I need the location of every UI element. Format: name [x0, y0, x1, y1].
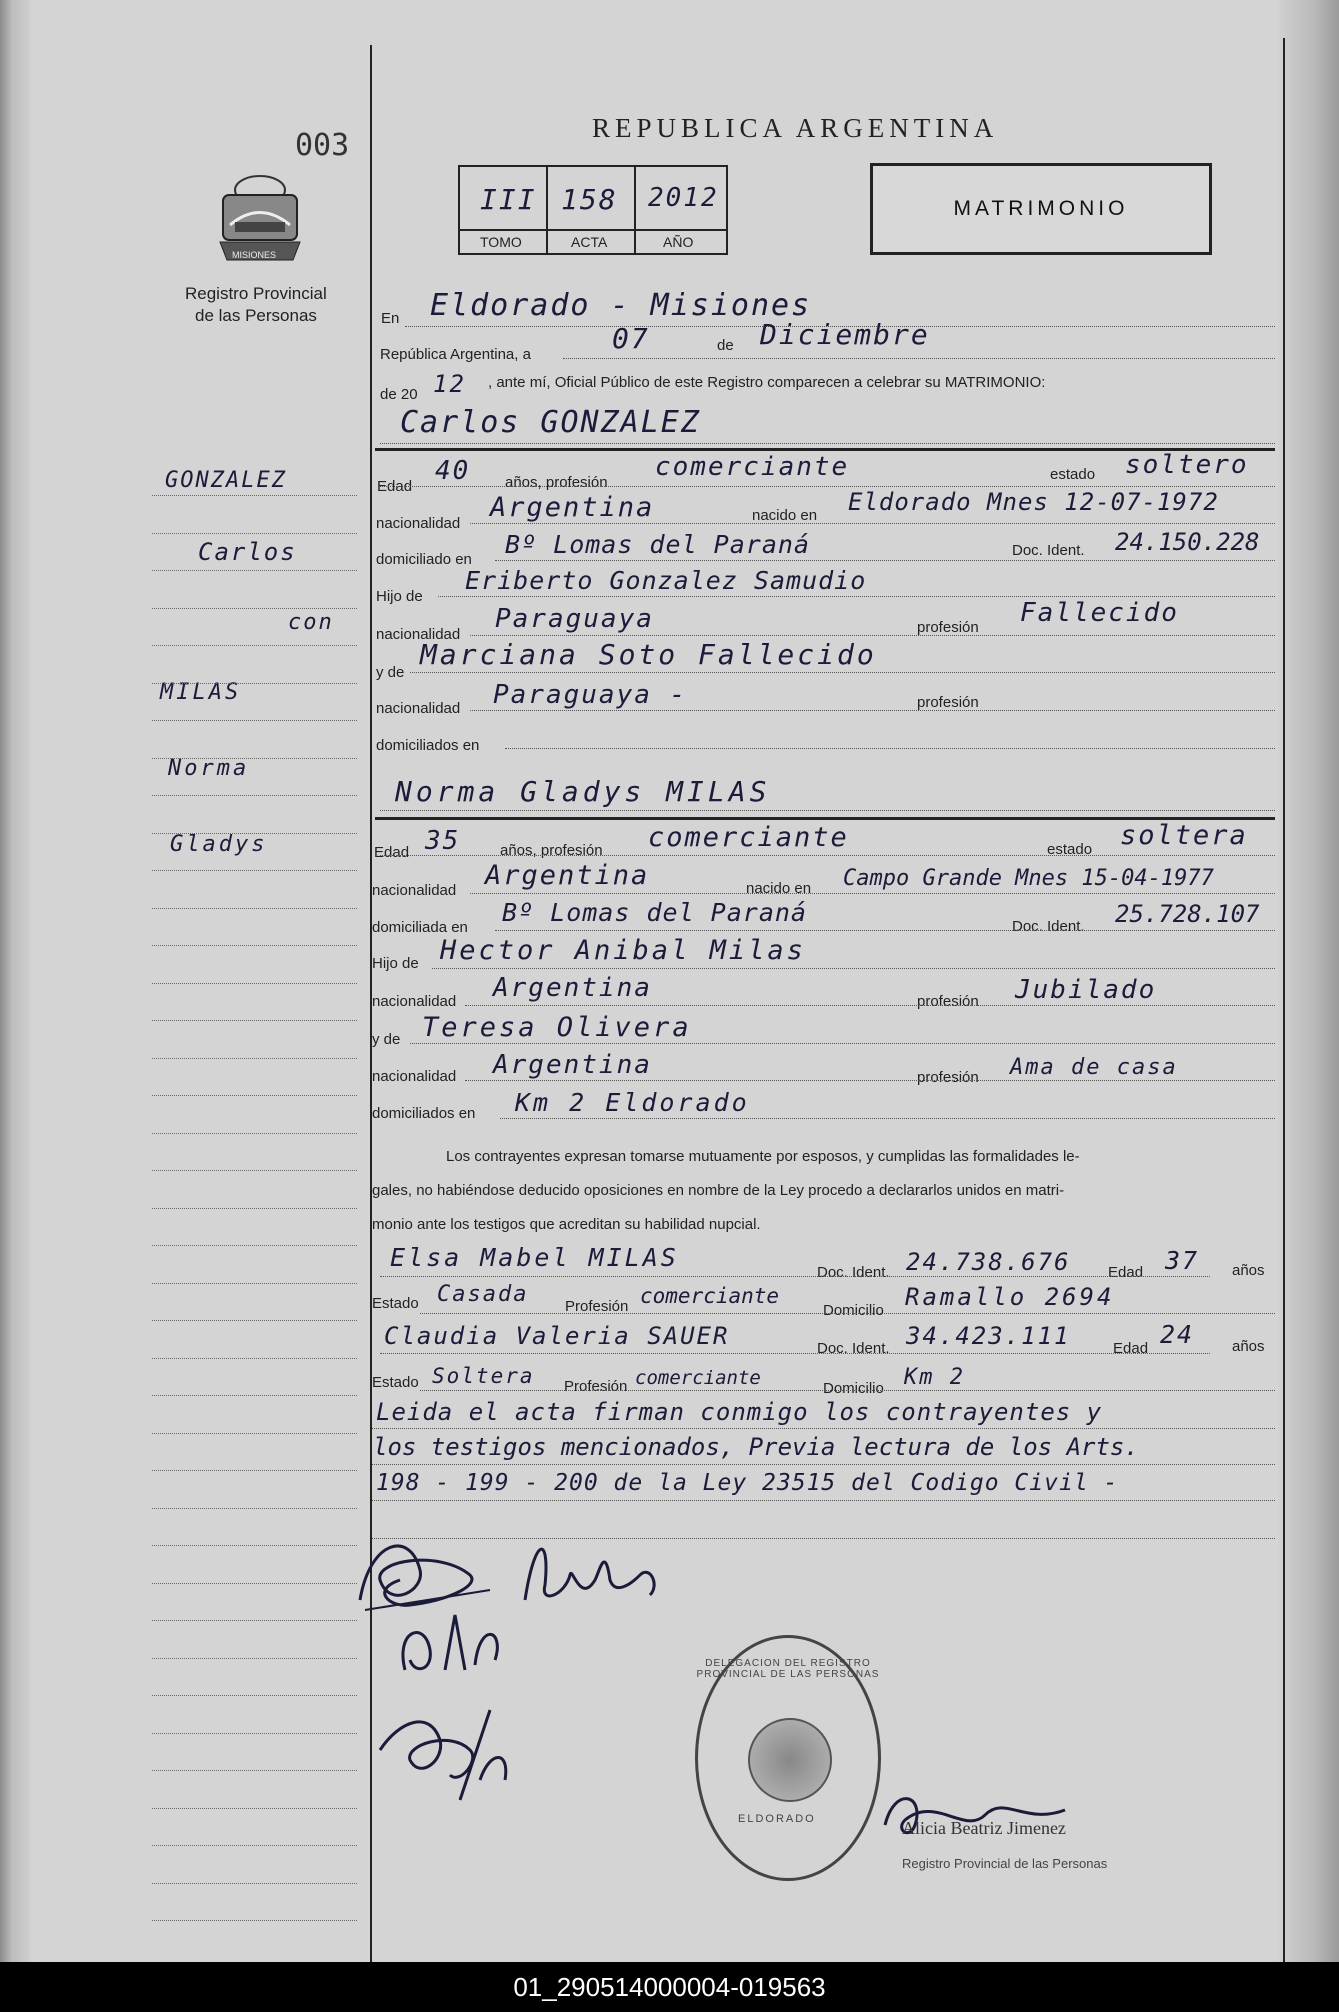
groom-parents-dom-label: domiciliados en — [376, 737, 480, 754]
margin-ruled-line — [152, 533, 357, 534]
groom-nacido: Eldorado Mnes 12-07-1972 — [848, 488, 1219, 516]
margin-ruled-line — [152, 983, 357, 984]
margin-ruled-line — [152, 1845, 357, 1846]
margin-note-5: Norma — [168, 756, 250, 781]
closing-line1: Leida el acta firman conmigo los contrayentes y — [376, 1398, 1103, 1426]
margin-ruled-line — [152, 495, 357, 496]
closing-line2: los testigos mencionados, Previa lectura de los Arts. — [373, 1433, 1139, 1461]
witness2-anos-label: años — [1232, 1338, 1265, 1355]
witness2-doc: 34.423.111 — [906, 1322, 1071, 1350]
groom-domicilio: Bº Lomas del Paraná — [505, 530, 810, 559]
place-value: Eldorado - Misiones — [430, 288, 812, 323]
margin-ruled-line — [152, 1283, 357, 1284]
groom-father: Eriberto Gonzalez Samudio — [465, 566, 867, 595]
registry-name-line2: de las Personas — [195, 306, 317, 325]
acta-reference-box — [458, 165, 728, 255]
margin-ruled-line — [152, 1808, 357, 1809]
bride-mother-prof: Ama de casa — [1010, 1055, 1178, 1080]
groom-nacionalidad: Argentina — [490, 492, 655, 523]
bride-profesion: comerciante — [648, 822, 849, 853]
signature-officer — [875, 1775, 1075, 1855]
groom-profesion: comerciante — [655, 452, 850, 482]
witness1-estado: Casada — [437, 1282, 529, 1307]
bride-mother: Teresa Olivera — [422, 1012, 692, 1043]
republica-label: República Argentina, a — [380, 346, 531, 363]
witness1-domicilio-label: Domicilio — [823, 1302, 884, 1319]
witness2-edad-label: Edad — [1113, 1340, 1149, 1357]
groom-name: Carlos GONZALEZ — [400, 405, 701, 440]
bride-nacionalidad-label: nacionalidad — [372, 882, 457, 899]
witness2-estado: Soltera — [432, 1364, 535, 1388]
groom-father-nac-label: nacionalidad — [376, 626, 461, 643]
witness2-estado-label: Estado — [372, 1374, 419, 1391]
bride-domicilio-label: domiciliada en — [372, 919, 468, 936]
witness1-profesion-label: Profesión — [565, 1298, 629, 1315]
groom-domicilio-label: domiciliado en — [376, 551, 472, 568]
ano-value: 2012 — [648, 183, 719, 213]
page-number: 003 — [295, 128, 350, 163]
acta-label: ACTA — [571, 234, 608, 250]
country-title: REPUBLICA ARGENTINA — [592, 113, 999, 143]
margin-ruled-line — [152, 1320, 357, 1321]
margin-ruled-line — [152, 1883, 357, 1884]
bride-mother-nac: Argentina — [493, 1050, 652, 1080]
witness1-edad-label: Edad — [1108, 1264, 1144, 1281]
margin-note-3: con — [288, 610, 334, 635]
margin-note-6: Gladys — [170, 832, 268, 857]
witness2-domicilio: Km 2 — [904, 1365, 965, 1390]
witness1-domicilio: Ramallo 2694 — [905, 1283, 1115, 1311]
day-value: 07 — [612, 322, 650, 355]
margin-ruled-line — [152, 795, 357, 796]
groom-doc: 24.150.228 — [1115, 528, 1260, 556]
bride-domicilio: Bº Lomas del Paraná — [502, 898, 807, 927]
acta-value: 158 — [561, 183, 618, 216]
groom-estado: soltero — [1125, 450, 1249, 480]
bride-name: Norma Gladys MILAS — [395, 775, 771, 808]
witness2-edad: 24 — [1160, 1320, 1195, 1349]
witness1-profesion: comerciante — [640, 1284, 780, 1308]
groom-father-nac: Paraguaya — [495, 604, 654, 634]
margin-ruled-line — [152, 1208, 357, 1209]
bride-estado-label: estado — [1047, 841, 1093, 858]
groom-nacionalidad-label: nacionalidad — [376, 515, 461, 532]
margin-ruled-line — [152, 833, 357, 834]
bride-parents-dom-label: domiciliados en — [372, 1105, 476, 1122]
margin-ruled-line — [152, 608, 357, 609]
book-spine — [0, 0, 30, 1962]
groom-mother-label: y de — [376, 664, 405, 681]
margin-note-4: MILAS — [160, 680, 242, 705]
emblem-label: MISIONES — [232, 250, 277, 260]
margin-ruled-line — [152, 758, 357, 759]
registry-name-line1: Registro Provincial — [185, 284, 327, 303]
groom-profesion-label: años, profesión — [505, 474, 608, 491]
declaration-line1: Los contrayentes expresan tomarse mutuamente por esposos, y cumplidas las formalidades le- — [446, 1148, 1080, 1165]
bride-estado: soltera — [1120, 820, 1248, 851]
seal-place: ELDORADO — [738, 1813, 816, 1825]
footer-id: 01_290514000004-019563 — [513, 1971, 826, 2002]
margin-ruled-line — [152, 870, 357, 871]
tomo-label: TOMO — [480, 234, 522, 250]
margin-ruled-line — [152, 908, 357, 909]
bride-edad: 35 — [425, 826, 461, 856]
bride-doc-label: Doc. Ident. — [1012, 918, 1085, 935]
signature-bride — [510, 1525, 670, 1625]
de-label: de — [717, 337, 734, 354]
margin-ruled-line — [152, 1395, 357, 1396]
groom-father-label: Hijo de — [376, 588, 423, 605]
groom-edad-label: Edad — [377, 478, 413, 495]
bride-mother-label: y de — [372, 1031, 401, 1048]
ano-label: AÑO — [663, 234, 694, 250]
closing-line3: 198 - 199 - 200 de la Ley 23515 del Codigo Civil - — [376, 1470, 1119, 1496]
seal-text: DELEGACION DEL REGISTRO PROVINCIAL DE LAS PERSONAS — [696, 1658, 880, 1680]
bride-edad-label: Edad — [374, 844, 410, 861]
bride-nacido-label: nacido en — [746, 880, 812, 897]
signature-witness2 — [360, 1690, 530, 1820]
de20-label: de 20 — [380, 386, 418, 403]
bride-father-prof-label: profesión — [917, 993, 979, 1010]
margin-ruled-line — [152, 570, 357, 571]
margin-ruled-line — [152, 1245, 357, 1246]
bride-nacido: Campo Grande Mnes 15-04-1977 — [843, 866, 1214, 891]
declaration-line3: monio ante los testigos que acreditan su habilidad nupcial. — [372, 1216, 761, 1233]
month-value: Diciembre — [760, 318, 930, 351]
witness1-name: Elsa Mabel MILAS — [390, 1243, 679, 1272]
margin-ruled-line — [152, 1133, 357, 1134]
witness2-doc-label: Doc. Ident. — [817, 1340, 890, 1357]
margin-ruled-line — [152, 1058, 357, 1059]
bride-father: Hector Anibal Milas — [440, 935, 806, 966]
groom-mother: Marciana Soto Fallecido — [420, 638, 877, 671]
en-label: En — [381, 310, 400, 327]
tomo-value: III — [480, 183, 537, 216]
declaration-line2: gales, no habiéndose deducido oposiciones en nombre de la Ley procedo a declararlos unidos en matri- — [372, 1182, 1065, 1199]
bride-mother-prof-label: profesión — [917, 1069, 979, 1086]
groom-estado-label: estado — [1050, 466, 1096, 483]
witness2-profesion: comerciante — [635, 1367, 761, 1389]
margin-ruled-line — [152, 1095, 357, 1096]
margin-ruled-line — [152, 1695, 357, 1696]
intro-text: , ante mí, Oficial Público de este Registro comparecen a celebrar su MATRIMONIO: — [488, 374, 1046, 391]
margin-ruled-line — [152, 1620, 357, 1621]
margin-ruled-line — [152, 1770, 357, 1771]
bride-father-label: Hijo de — [372, 955, 419, 972]
year-suffix: 12 — [433, 370, 466, 398]
groom-father-prof: Fallecido — [1020, 598, 1179, 628]
groom-doc-label: Doc. Ident. — [1012, 542, 1085, 559]
groom-edad: 40 — [435, 456, 471, 486]
margin-ruled-line — [152, 1920, 357, 1921]
official-seal — [695, 1635, 881, 1881]
margin-ruled-line — [152, 1733, 357, 1734]
margin-ruled-line — [152, 1583, 357, 1584]
witness1-doc: 24.738.676 — [906, 1248, 1071, 1276]
margin-note-2: Carlos — [198, 538, 297, 566]
groom-nacido-label: nacido en — [752, 507, 818, 524]
witness1-estado-label: Estado — [372, 1295, 419, 1312]
margin-ruled-line — [152, 645, 357, 646]
groom-mother-nac-label: nacionalidad — [376, 700, 461, 717]
seal-emblem-icon — [748, 1718, 832, 1802]
margin-ruled-line — [152, 1470, 357, 1471]
margin-ruled-line — [152, 1020, 357, 1021]
bride-mother-nac-label: nacionalidad — [372, 1068, 457, 1085]
witness1-doc-label: Doc. Ident. — [817, 1264, 890, 1281]
officer-title: Registro Provincial de las Personas — [902, 1856, 1108, 1871]
witness2-name: Claudia Valeria SAUER — [384, 1322, 730, 1350]
officer-name: Alicia Beatriz Jimenez — [902, 1818, 1066, 1838]
groom-mother-prof-label: profesión — [917, 694, 979, 711]
margin-ruled-line — [152, 1170, 357, 1171]
act-type-box — [870, 163, 1212, 255]
signature-witness1 — [385, 1600, 525, 1690]
margin-ruled-line — [152, 720, 357, 721]
groom-mother-nac: Paraguaya - — [493, 680, 688, 710]
groom-father-prof-label: profesión — [917, 619, 979, 636]
page-edge — [1279, 0, 1339, 1962]
margin-ruled-line — [152, 1545, 357, 1546]
act-type-label: MATRIMONIO — [953, 197, 1129, 220]
bride-father-prof: Jubilado — [1015, 975, 1157, 1005]
margin-ruled-line — [152, 1433, 357, 1434]
bride-profesion-label: años, profesión — [500, 842, 603, 859]
witness1-edad: 37 — [1165, 1246, 1200, 1275]
margin-ruled-line — [152, 683, 357, 684]
bride-father-nac: Argentina — [493, 973, 652, 1003]
witness2-profesion-label: Profesión — [564, 1378, 628, 1395]
witness2-domicilio-label: Domicilio — [823, 1380, 884, 1397]
margin-note-1: GONZALEZ — [165, 468, 287, 493]
bride-parents-dom: Km 2 Eldorado — [515, 1088, 750, 1117]
bride-nacionalidad: Argentina — [485, 860, 650, 891]
bride-father-nac-label: nacionalidad — [372, 993, 457, 1010]
bride-doc: 25.728.107 — [1115, 900, 1260, 928]
witness1-anos-label: años — [1232, 1262, 1265, 1279]
right-border — [1283, 38, 1285, 1962]
margin-ruled-line — [152, 945, 357, 946]
margin-ruled-line — [152, 1508, 357, 1509]
margin-ruled-line — [152, 1658, 357, 1659]
margin-ruled-line — [152, 1358, 357, 1359]
